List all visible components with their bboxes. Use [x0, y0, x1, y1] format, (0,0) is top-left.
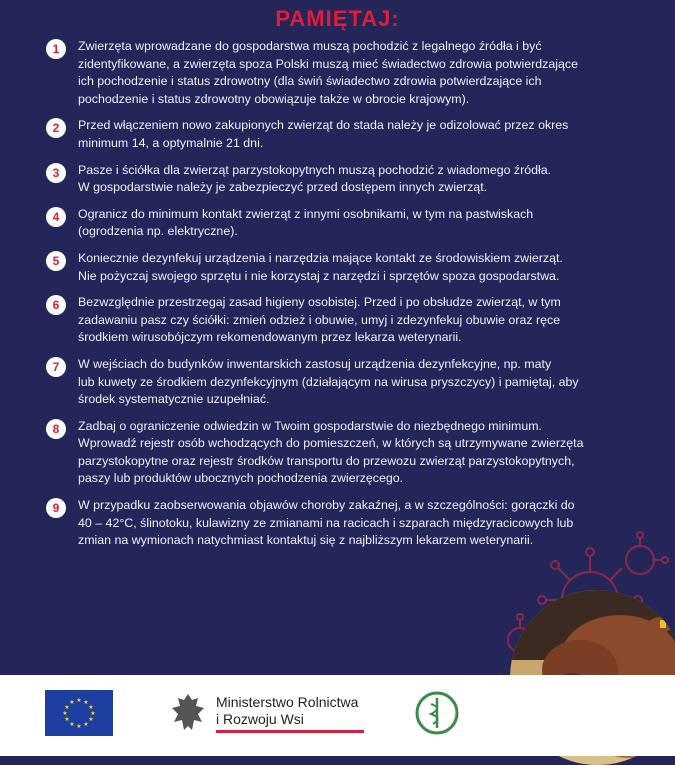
item-text: W przypadku zaobserwowania objawów choroby zakaźnej, a w szczególności: gorączki do 40 – 42°C, ślinotoku, kulawizny ze zmianami na racicach i szparach międzyracicowych lub zmian na wymionach natychmiast kontaktuj się z najbliższym lekarzem weterynarii. [78, 498, 575, 548]
item-text: Bezwzględnie przestrzegaj zasad higieny osobistej. Przed i po obsłudze zwierząt, w tym zadawaniu pasz czy ściółki: zmień odzież i obuwie, umyj i zdezynfekuj obuwie oraz ręce środkiem wirusobójczym rekomendowanym przez lekarza weterynarii. [78, 295, 561, 345]
ministry-flag-bar [216, 730, 364, 733]
svg-text:★: ★ [69, 699, 75, 706]
list-item [46, 294, 636, 347]
svg-text:★: ★ [83, 699, 89, 706]
ministry-name [216, 694, 358, 728]
svg-text:★: ★ [76, 723, 82, 730]
list-item [46, 418, 636, 488]
item-text: Koniecznie dezynfekuj urządzenia i narzędzia mające kontakt ze środowiskiem zwierząt. Nie pożyczaj swojego sprzętu i nie korzystaj z narzędzi i sprzętów spoza gospodarstwa. [78, 250, 563, 283]
svg-text:★: ★ [83, 721, 89, 728]
polish-eagle-icon [168, 690, 208, 736]
eu-flag-icon [45, 690, 113, 736]
veterinary-inspection-logo-icon [413, 690, 461, 736]
svg-text:★: ★ [88, 704, 94, 711]
ministry-line-1: Ministerstwo Rolnictwa [216, 694, 359, 710]
rules-list [46, 38, 636, 559]
list-item [46, 356, 636, 409]
item-text: Przed włączeniem nowo zakupionych zwierząt do stada należy je odizolować przez okres minimum 14, a optymalnie 21 dni. [78, 118, 569, 150]
list-item [46, 250, 636, 285]
number-badge: 7 [46, 357, 66, 377]
number-badge: 1 [46, 39, 66, 59]
svg-text:★: ★ [69, 721, 75, 728]
item-text: W wejściach do budynków inwentarskich zastosuj urządzenia dezynfekcyjne, np. maty lub kuwety ze środkiem dezynfekcyjnym (działającym na wirusa pryszczycy) i pamiętaj, aby środek systematycznie uzupełniać. [78, 356, 579, 407]
svg-text:★: ★ [64, 716, 70, 723]
item-text: Zadbaj o ograniczenie odwiedzin w Twoim gospodarstwie do niezbędnego minimum. Wprowadź rejestr osób wchodzących do pomieszczeń, w których są utrzymywane zwierzęta parzystokopytne oraz rejestr środków transportu do przewozu zwierząt parzystokopytnych, paszy lub produktów ubocznych pochodzenia zwierzęcego. [78, 418, 584, 486]
item-text: Pasze i ściółka dla zwierząt parzystokopytnych muszą pochodzić z wiadomego źródła. W gospodarstwie należy je zabezpieczyć przed dostępem innych zwierząt. [78, 162, 552, 195]
number-badge: 3 [46, 163, 66, 183]
item-text: Zwierzęta wprowadzane do gospodarstwa muszą pochodzić z legalnego źródła i być zidentyfikowane, a zwierzęta spoza Polski muszą mieć świadectwo zdrowia potwierdzające ich pochodzenie i status zdrowotny (dla świń świadectwo zdrowia potwierdzające ich pochodzenie i status zdrowotny obowiązuje także w obrocie krajowym). [78, 39, 578, 106]
number-badge: 2 [46, 118, 66, 138]
number-badge: 4 [46, 207, 66, 227]
number-badge: 5 [46, 251, 66, 271]
list-item [46, 162, 636, 197]
number-badge: 6 [46, 295, 66, 315]
item-text: Ogranicz do minimum kontakt zwierząt z innymi osobnikami, w tym na pastwiskach (ogrodzenia np. elektryczne). [78, 206, 534, 239]
ministry-line-2: i Rozwoju Wsi [216, 711, 304, 727]
page-title: PAMIĘTAJ: [275, 6, 400, 31]
svg-text:★: ★ [90, 710, 96, 717]
svg-text:★: ★ [62, 710, 68, 717]
number-badge: 8 [46, 419, 66, 439]
svg-text:★: ★ [64, 704, 70, 711]
svg-text:★: ★ [88, 716, 94, 723]
svg-text:★: ★ [76, 697, 82, 704]
number-badge: 9 [46, 498, 66, 518]
list-item [46, 117, 636, 152]
list-item [46, 38, 636, 108]
list-item [46, 206, 636, 241]
